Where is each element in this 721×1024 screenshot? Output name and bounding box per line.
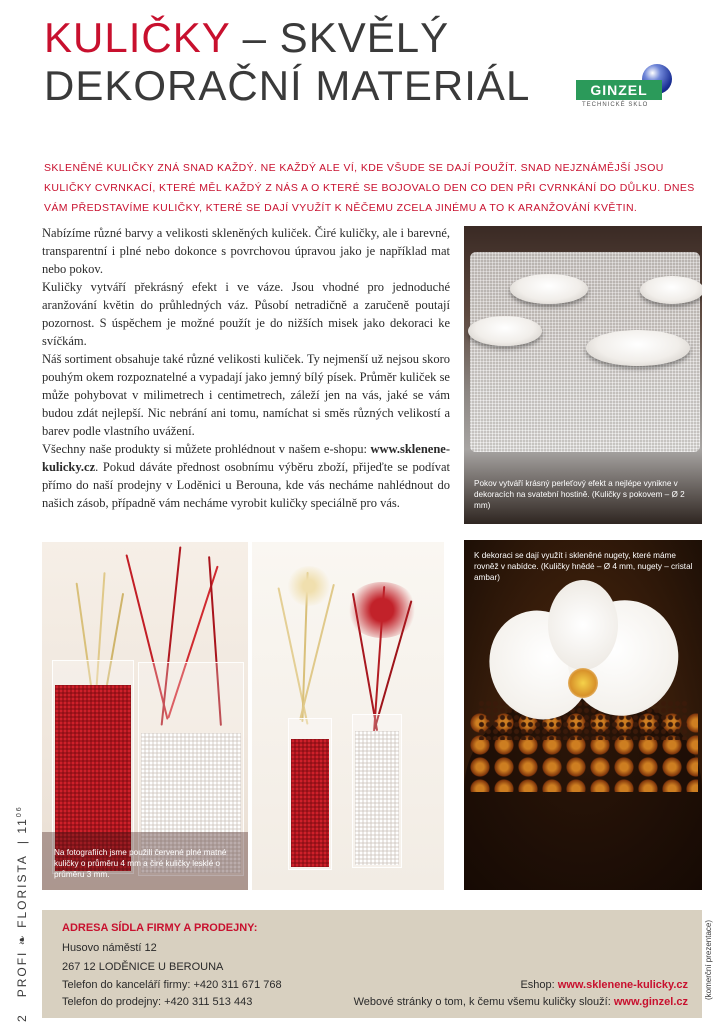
address-street: Husovo náměstí 12	[62, 942, 157, 954]
article-title	[44, 14, 564, 110]
issue-year: 06	[16, 805, 23, 818]
web-link[interactable]: www.ginzel.cz	[613, 996, 688, 1008]
photo-vases-slim	[252, 542, 444, 890]
article-body	[42, 224, 450, 512]
vase-slim-red	[288, 718, 332, 870]
body-p4-before: Všechny naše produkty si můžete prohlédnout v našem e-shopu:	[42, 442, 371, 456]
title-line2: DEKORAČNÍ MATERIÁL	[44, 62, 531, 109]
candle-1	[510, 274, 588, 304]
address-heading: ADRESA SÍDLA FIRMY A PRODEJNY:	[62, 922, 258, 934]
address-city: 267 12 LODĚNICE U BEROUNA	[62, 961, 224, 973]
orchid-center	[568, 668, 598, 698]
page-number: 2	[15, 1013, 29, 1022]
vase-slim-clear	[352, 714, 402, 868]
logo-tagline: TECHNICKÉ SKLO	[582, 102, 649, 108]
phone-office: Telefon do kanceláří firmy: +420 311 671 768	[62, 979, 282, 991]
body-paragraph-4	[42, 440, 450, 512]
leaf-icon: ❧	[15, 933, 29, 946]
commercial-note: (komerční prezentace)	[704, 919, 713, 1000]
body-p4-after: . Pokud dáváte přednost osobnímu výběru zboží, přijeďte se podívat přímo do naší prodejny v Loděnici u Berouna, kde vás necháme nahlédnout do našich zásob, případně vám necháme vyrobit kuličky speciálně pro vás.	[42, 460, 450, 510]
logo-name: GINZEL	[576, 80, 662, 100]
photo-orchid-nuggets	[464, 540, 702, 890]
body-paragraph-2: Kuličky vytváří překrásný efekt i ve váze. Jsou vhodné pro jednoduché aranžování květin do průhledných váz. Působí netradičně a zaručeně poutají pozornost. S úspěchem je možné použít je do nižších misek jako dekoraci ke svíčkám.	[42, 280, 450, 348]
eshop-link[interactable]: www.sklenene-kulicky.cz	[557, 979, 688, 991]
photo-candles	[464, 226, 702, 524]
web-label: Webové stránky o tom, k čemu všemu kuličky slouží:	[353, 996, 614, 1008]
eshop-label: Eshop:	[520, 979, 558, 991]
eshop-link-inline[interactable]: www.sklenene-kulicky.cz	[42, 442, 450, 474]
magazine-name-2: FLORISTA	[15, 854, 29, 928]
caption-orchid: K dekoraci se dají využít i skleněné nugety, které máme rovněž v nabídce. (Kuličky hnědé – Ø 4 mm, nugety – cristal ambar)	[474, 551, 693, 582]
magazine-name: PROFI	[15, 950, 29, 998]
ginzel-logo	[576, 62, 696, 122]
photo-vases-red-clear	[42, 542, 248, 890]
candle-2	[640, 276, 702, 304]
body-paragraph-1: Nabízíme různé barvy a velikosti skleněných kuliček. Čiré kuličky, ale i barevné, transparentní i plné nebo dokonce s povrchovou úpravou jako je například mat nebo pokov.	[42, 226, 450, 276]
title-accent: KULIČKY	[44, 14, 230, 61]
address-box	[42, 910, 702, 1018]
intro-paragraph: SKLENĚNÉ KULIČKY ZNÁ SNAD KAŽDÝ. NE KAŽDÝ ALE VÍ, KDE VŠUDE SE DAJÍ POUŽÍT. SNAD NEJZNÁMĚJŠÍ JSOU KULIČKY CVRNKACÍ, KTERÉ MĚL KAŽDÝ Z NÁS A O KTERÉ SE BOJOVALO DEN CO DEN PŘI CVRNKÁNÍ DO DŮLKU. DNES VÁM PŘEDSTAVÍME KULIČKY, KTERÉ SE DAJÍ VYUŽÍT K NĚČEMU ZCELA JINÉMU A TO K ARANŽOVÁNÍ KVĚTIN.	[44, 162, 695, 214]
issue-number: 11	[15, 817, 29, 834]
phone-shop: Telefon do prodejny: +420 311 513 443	[62, 996, 253, 1008]
caption-candles: Pokov vytváří krásný perleťový efekt a nejlépe vynikne v dekoracích na svatební hostině. (Kuličky s pokovem – Ø 2 mm)	[474, 479, 685, 510]
body-paragraph-3: Náš sortiment obsahuje také různé velikosti kuliček. Ty nejmenší už nejsou skoro pouhým okem rozpoznatelné a vypadají jako jemný bílý písek. Průměr kuliček se může pohybovat v milimetrech i centimetrech, záleží jen na vás, jaké se vám budou zdát nejlepší. Nic nebrání ani tomu, namíchat si směs různých velikostí a barev podle vlastního uvážení.	[42, 352, 450, 438]
candle-3	[468, 316, 542, 346]
eshop-line	[520, 979, 688, 991]
orchid-petal-top	[548, 580, 618, 670]
candle-4	[586, 330, 690, 366]
title-rest: – SKVĚLÝ	[242, 14, 450, 61]
caption-vases: Na fotografiích jsme použili červené plné matné kuličky o průměru 4 mm a čiré kuličky lesklé o průměru 3 mm.	[54, 848, 227, 879]
page-footer-vertical: 2 PROFI ❧ FLORISTA | $11^{06}$	[15, 805, 29, 1022]
web-line	[354, 996, 688, 1008]
